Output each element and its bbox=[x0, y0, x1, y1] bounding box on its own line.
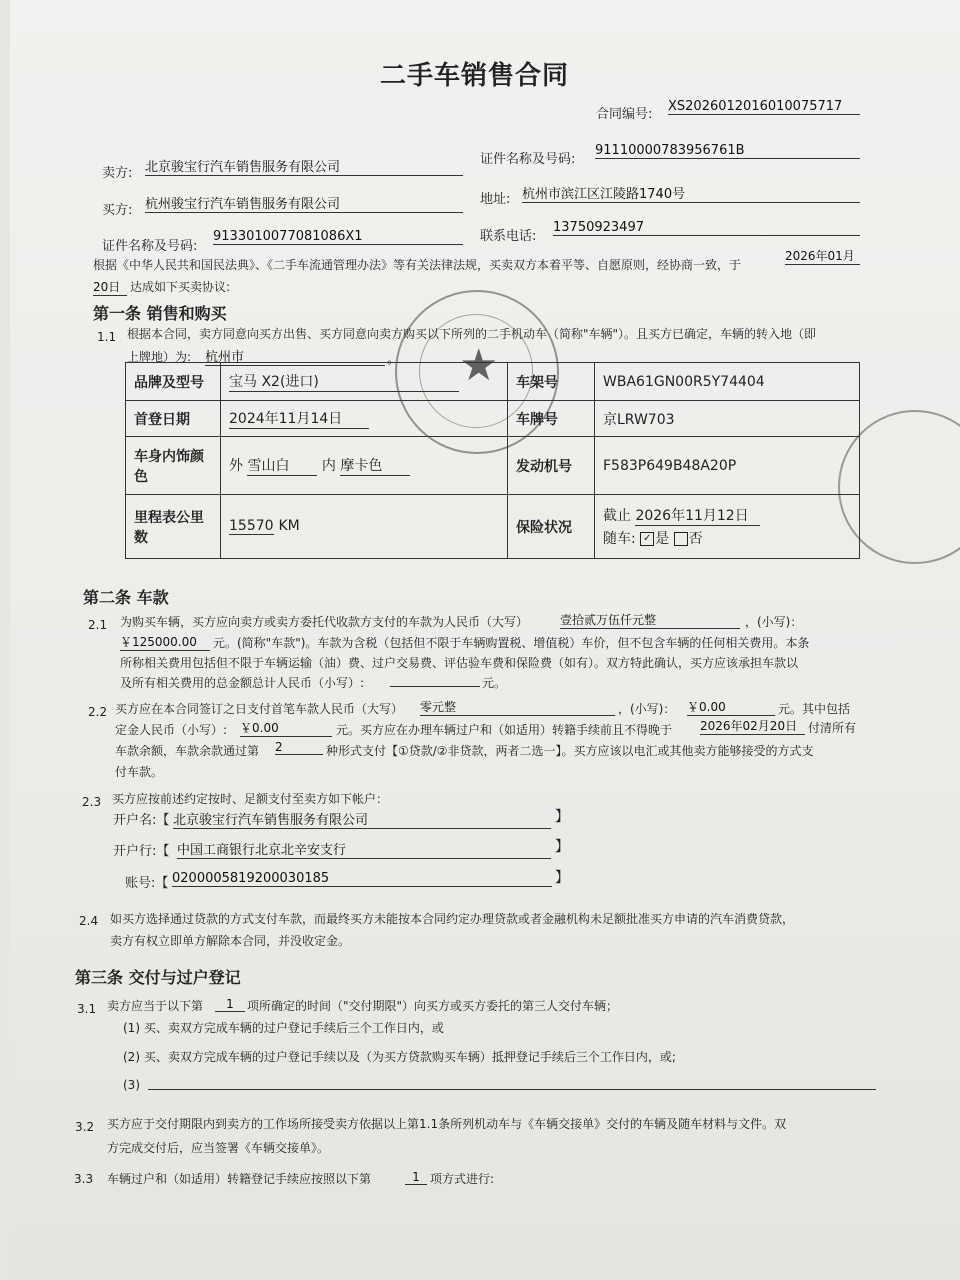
clause-1-1-line1: 根据本合同，卖方同意向买方出售、买方同意向卖方购买以下所列的二手机动车（简称"车辆"）。且买方已确定，车辆的转入地（即 bbox=[127, 327, 817, 341]
clause-3-2-no: 3.2 bbox=[75, 1120, 95, 1134]
clause-3-1-no: 3.1 bbox=[77, 1002, 97, 1016]
clause-2-4-line2: 卖方有权立即单方解除本合同，并没收定金。 bbox=[110, 934, 351, 948]
account-number-label: 账号:【 bbox=[125, 876, 169, 891]
clause-2-1-line1: 为购买车辆，买方应向卖方或卖方委托代收款方支付的车款为人民币（大写） bbox=[120, 615, 529, 629]
delivery-option-3: (3) bbox=[123, 1078, 140, 1092]
clause-2-2-line2b: 元。买方应在办理车辆过户和（如适用）转籍手续前且不得晚于 bbox=[336, 723, 673, 737]
exterior-label: 外 bbox=[229, 458, 243, 474]
clause-2-2-no: 2.2 bbox=[88, 705, 108, 719]
deposit-amount: ￥0.00 bbox=[240, 719, 332, 737]
seller-name: 北京骏宝行汽车销售服务有限公司 bbox=[145, 156, 463, 176]
section-2-title: 第二条 车款 bbox=[83, 588, 169, 607]
account-bank-label: 开户行:【 bbox=[113, 844, 170, 859]
insurance-label: 保险状况 bbox=[508, 495, 595, 559]
clause-2-3-line1: 买方应按前述约定按时、足额支付至卖方如下帐户： bbox=[112, 792, 389, 806]
insurance-yes-checkbox[interactable]: ✓ bbox=[640, 532, 654, 546]
payment-method: 2 bbox=[275, 740, 323, 755]
contract-no: XS2026012016010075717 bbox=[668, 99, 860, 115]
clause-3-2-line1: 买方应于交付期限内到卖方的工作场所接受卖方依据以上第1.1条所列机动车与《车辆交接单》交付的车辆及随车材料与文件。双 bbox=[107, 1117, 787, 1131]
clause-2-2-line3: 车款余额，车款余款通过第 bbox=[115, 744, 260, 758]
total-amount-blank bbox=[390, 686, 480, 687]
clause-2-1-no: 2.1 bbox=[88, 618, 108, 632]
section-1-title: 第一条 销售和购买 bbox=[93, 304, 227, 323]
insurance-until-label: 截止 bbox=[603, 508, 631, 524]
document-title: 二手车销售合同 bbox=[380, 61, 570, 91]
plate-label: 车牌号 bbox=[508, 401, 595, 437]
account-bank: 中国工商银行北京北辛安支行 bbox=[177, 839, 551, 859]
reg-date-label: 首登日期 bbox=[126, 401, 221, 437]
preamble-line2: 达成如下买卖协议: bbox=[130, 280, 231, 294]
clause-3-3-line1: 车辆过户和（如适用）转籍登记手续应按照以下第 bbox=[107, 1172, 372, 1186]
mileage-unit: KM bbox=[278, 518, 300, 534]
clause-1-1-line2: 上牌地）为: bbox=[127, 350, 192, 364]
account-name-label: 开户名:【 bbox=[113, 813, 170, 828]
mileage-label: 里程表公里数 bbox=[126, 495, 221, 559]
clause-3-3-no: 3.3 bbox=[74, 1172, 94, 1186]
section-3-title: 第三条 交付与过户登记 bbox=[75, 968, 241, 987]
clause-2-2-line1: 买方应在本合同签订之日支付首笔车款人民币（大写） bbox=[115, 702, 404, 716]
account-name-bracket: 】 bbox=[555, 809, 569, 825]
clause-2-1-line2: 元。(简称"车款")。车款为含税（包括但不限于车辆购置税、增值税）车价，但不包含车辆的任何相关费用。本条 bbox=[213, 636, 810, 650]
buyer-id: 9133010077081086X1 bbox=[213, 229, 463, 245]
clause-2-4-no: 2.4 bbox=[79, 914, 99, 928]
brand-label: 品牌及型号 bbox=[126, 363, 221, 401]
interior-color: 摩卡色 bbox=[340, 455, 410, 476]
clause-2-1-line4b: 元。 bbox=[482, 676, 507, 690]
balance-deadline: 2026年02月20日 bbox=[700, 717, 805, 735]
vin-value: WBA61GN00R5Y74404 bbox=[595, 363, 860, 401]
clause-2-2-line3b: 种形式支付【①贷款/②非贷款，两者二选一】。买方应该以电汇或其他卖方能够接受的方式支 bbox=[326, 744, 814, 758]
seller-id-label: 证件名称及号码: bbox=[480, 152, 576, 167]
clause-2-2-line2c: 付清所有 bbox=[808, 721, 857, 735]
clause-3-1-line1: 卖方应当于以下第 bbox=[107, 999, 204, 1013]
account-bank-bracket: 】 bbox=[555, 839, 569, 855]
account-name: 北京骏宝行汽车销售服务有限公司 bbox=[173, 809, 551, 829]
insurance-until: 2026年11月12日 bbox=[635, 505, 760, 526]
seller-label: 卖方: bbox=[102, 166, 133, 181]
clause-2-3-no: 2.3 bbox=[82, 795, 102, 809]
brand-value: 宝马 X2(进口) bbox=[229, 371, 459, 392]
first-payment-upper: 零元整 bbox=[420, 698, 615, 716]
interior-label: 内 bbox=[321, 458, 336, 474]
account-number-bracket: 】 bbox=[555, 870, 569, 886]
clause-2-4-line1: 如买方选择通过贷款的方式支付车款，而最终买方未能按本合同约定办理贷款或者金融机构未足额批准买方申请的汽车消费贷款， bbox=[110, 912, 795, 926]
first-payment-lower: ￥0.00 bbox=[687, 698, 775, 716]
engine-label: 发动机号 bbox=[508, 437, 595, 495]
clause-1-1-no: 1.1 bbox=[97, 330, 117, 344]
buyer-label: 买方: bbox=[102, 203, 133, 218]
delivery-item: 1 bbox=[215, 997, 245, 1012]
price-lower: ￥125000.00 bbox=[120, 633, 210, 651]
insurance-no-checkbox[interactable] bbox=[674, 532, 688, 546]
transfer-item: 1 bbox=[405, 1170, 427, 1185]
seller-id: 91110000783956761B bbox=[595, 143, 860, 159]
clause-2-2-line4: 付车款。 bbox=[115, 765, 164, 779]
delivery-option-2: (2) 买、卖双方完成车辆的过户登记手续以及（为买方贷款购买车辆）抵押登记手续后三个工作日内，或; bbox=[123, 1050, 676, 1064]
company-seal: ★ bbox=[395, 290, 559, 454]
clause-2-1-line3: 所称相关费用包括但不限于车辆运输（油）费、过户交易费、评估验车费和保险费（如有）。双方特此确认，买方应该承担车款以 bbox=[120, 656, 799, 670]
insurance-no-label: 否 bbox=[688, 531, 703, 547]
delivery-option-1: (1) 买、卖双方完成车辆的过户登记手续后三个工作日内，或 bbox=[123, 1021, 444, 1035]
delivery-option-3-blank bbox=[148, 1089, 876, 1090]
engine-value: F583P649B48A20P bbox=[595, 437, 860, 495]
buyer-phone: 13750923497 bbox=[553, 220, 860, 236]
reg-date-value: 2024年11月14日 bbox=[229, 408, 369, 429]
clause-2-2-line1c: 元。其中包括 bbox=[778, 702, 851, 716]
clause-3-2-line2: 方完成交付后，应当签署《车辆交接单》。 bbox=[107, 1141, 330, 1155]
color-label: 车身内饰颜色 bbox=[126, 437, 221, 495]
plate-value: 京LRW703 bbox=[595, 401, 860, 437]
buyer-name: 杭州骏宝行汽车销售服务有限公司 bbox=[145, 193, 463, 213]
clause-3-3-line1b: 项方式进行: bbox=[430, 1172, 495, 1186]
buyer-address: 杭州市滨江区江陵路1740号 bbox=[522, 183, 860, 203]
buyer-id-label: 证件名称及号码: bbox=[102, 239, 198, 254]
clause-2-2-lowerlabel: ，(小写)： bbox=[618, 702, 676, 716]
clause-1-1-end: 。 bbox=[387, 352, 401, 367]
mileage-value: 15570 bbox=[229, 518, 274, 534]
account-number: 0200005819200030185 bbox=[172, 871, 552, 887]
clause-2-1-lowerlabel: ，(小写)： bbox=[745, 615, 803, 629]
preamble-date-b: 20日 bbox=[93, 278, 127, 296]
contract-no-label: 合同编号: bbox=[596, 107, 653, 122]
insurance-follow-label: 随车: bbox=[603, 531, 636, 547]
clause-2-1-line4: 及所有相关费用的总金额总计人民币（小写）: bbox=[120, 676, 365, 690]
clause-2-2-line2: 定金人民币（小写）: bbox=[115, 723, 228, 737]
preamble-line1: 根据《中华人民共和国民法典》、《二手车流通管理办法》等有关法律法规，买卖双方本着平等、自愿原则，经协商一致，于 bbox=[93, 258, 742, 272]
clause-3-1-line1b: 项所确定的时间（"交付期限"）向买方或买方委托的第三人交付车辆； bbox=[247, 999, 619, 1013]
preamble-date-a: 2026年01月 bbox=[785, 247, 860, 265]
vehicle-table bbox=[125, 362, 860, 559]
vin-label: 车架号 bbox=[508, 363, 595, 401]
price-upper: 壹拾贰万伍仟元整 bbox=[560, 611, 740, 629]
phone-label: 联系电话: bbox=[480, 229, 537, 244]
transfer-city: 杭州市 bbox=[205, 346, 385, 366]
buyer-address-label: 地址: bbox=[480, 192, 511, 207]
insurance-yes-label: 是 bbox=[655, 531, 670, 547]
exterior-color: 雪山白 bbox=[247, 455, 317, 476]
